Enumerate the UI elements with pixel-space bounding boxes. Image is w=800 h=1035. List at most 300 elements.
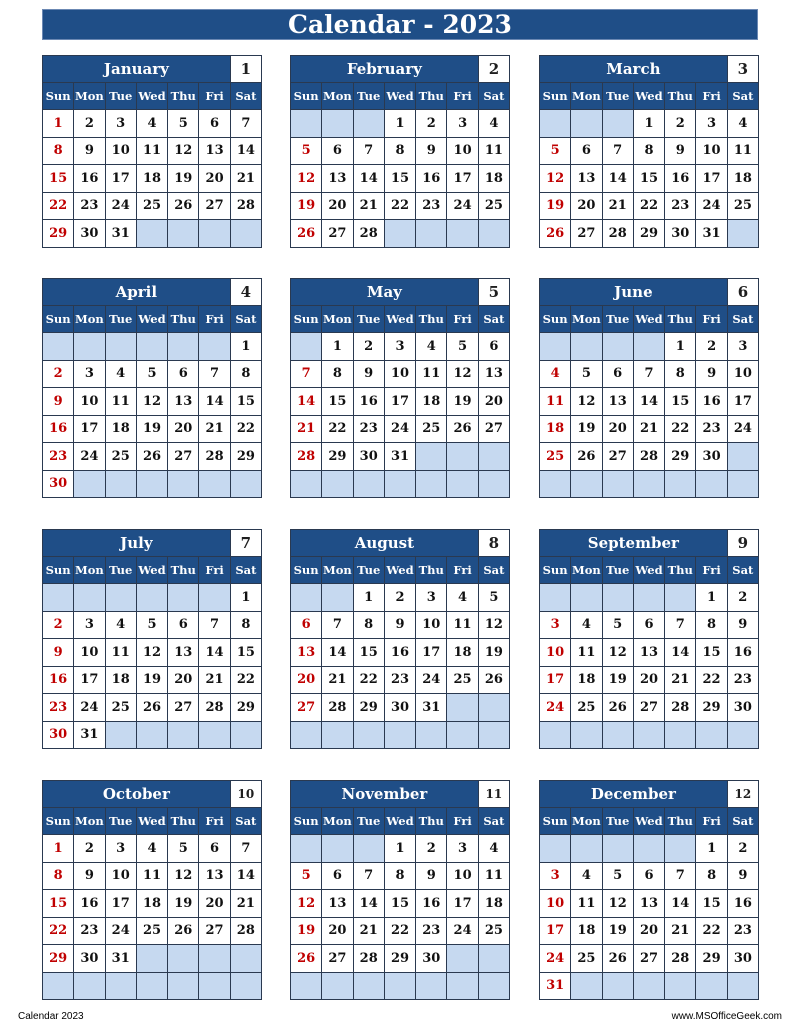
empty-day-cell	[199, 584, 230, 612]
month-calendar-february	[290, 55, 510, 248]
day-cell: 10	[105, 862, 136, 890]
empty-day-cell	[727, 972, 758, 1000]
empty-day-cell	[478, 694, 509, 722]
day-cell: 7	[230, 110, 261, 138]
empty-day-cell	[291, 584, 322, 612]
day-cell: 3	[416, 584, 447, 612]
day-cell: 31	[105, 220, 136, 248]
day-cell: 27	[322, 220, 353, 248]
weekday-header-wed: Wed	[384, 83, 415, 110]
empty-day-cell	[571, 972, 602, 1000]
day-cell: 23	[727, 666, 758, 694]
day-cell: 5	[571, 360, 602, 388]
day-cell: 16	[727, 890, 758, 918]
day-cell: 26	[168, 917, 199, 945]
day-cell: 15	[633, 165, 664, 193]
weekday-header-fri: Fri	[199, 808, 230, 835]
month-number: 5	[478, 279, 509, 306]
day-cell: 5	[168, 110, 199, 138]
day-cell: 19	[168, 165, 199, 193]
weekday-header-wed: Wed	[136, 557, 167, 584]
day-cell: 12	[602, 890, 633, 918]
day-cell: 13	[168, 639, 199, 667]
day-cell: 20	[322, 917, 353, 945]
empty-day-cell	[74, 584, 105, 612]
day-cell: 21	[230, 165, 261, 193]
empty-day-cell	[540, 470, 571, 498]
day-cell: 16	[384, 639, 415, 667]
weekday-header-thu: Thu	[168, 557, 199, 584]
day-cell: 5	[602, 611, 633, 639]
day-cell: 21	[665, 666, 696, 694]
weekday-header-tue: Tue	[602, 808, 633, 835]
weekday-header-mon: Mon	[571, 808, 602, 835]
day-cell: 30	[416, 945, 447, 973]
day-cell: 12	[136, 388, 167, 416]
day-cell: 1	[633, 110, 664, 138]
day-cell: 19	[136, 666, 167, 694]
day-cell: 5	[136, 360, 167, 388]
day-cell: 30	[665, 220, 696, 248]
empty-day-cell	[602, 470, 633, 498]
day-cell: 23	[416, 192, 447, 220]
day-cell: 14	[665, 639, 696, 667]
empty-day-cell	[105, 584, 136, 612]
day-cell: 29	[322, 443, 353, 471]
day-cell: 8	[696, 862, 727, 890]
day-cell: 1	[43, 835, 74, 863]
weekday-header-tue: Tue	[105, 83, 136, 110]
day-cell: 5	[602, 862, 633, 890]
day-cell: 8	[322, 360, 353, 388]
empty-day-cell	[168, 584, 199, 612]
day-cell: 12	[602, 639, 633, 667]
day-cell: 5	[291, 137, 322, 165]
day-cell: 19	[291, 917, 322, 945]
day-cell: 7	[602, 137, 633, 165]
empty-day-cell	[43, 972, 74, 1000]
empty-day-cell	[291, 835, 322, 863]
day-cell: 11	[416, 360, 447, 388]
day-cell: 7	[230, 835, 261, 863]
empty-day-cell	[633, 470, 664, 498]
day-cell: 9	[696, 360, 727, 388]
day-cell: 28	[230, 192, 261, 220]
day-cell: 17	[540, 666, 571, 694]
day-cell: 6	[199, 110, 230, 138]
day-cell: 10	[384, 360, 415, 388]
day-cell: 8	[665, 360, 696, 388]
empty-day-cell	[199, 945, 230, 973]
weekday-header-sun: Sun	[291, 83, 322, 110]
day-cell: 9	[43, 639, 74, 667]
day-cell: 23	[74, 192, 105, 220]
empty-day-cell	[322, 721, 353, 749]
day-cell: 5	[291, 862, 322, 890]
day-cell: 3	[74, 611, 105, 639]
weekday-header-thu: Thu	[416, 83, 447, 110]
day-cell: 21	[291, 415, 322, 443]
day-cell: 3	[540, 862, 571, 890]
day-cell: 25	[478, 192, 509, 220]
empty-day-cell	[447, 443, 478, 471]
day-cell: 25	[105, 443, 136, 471]
day-cell: 24	[727, 415, 758, 443]
day-cell: 20	[633, 917, 664, 945]
day-cell: 26	[447, 415, 478, 443]
day-cell: 20	[168, 415, 199, 443]
day-cell: 6	[571, 137, 602, 165]
day-cell: 12	[136, 639, 167, 667]
empty-day-cell	[416, 220, 447, 248]
day-cell: 20	[571, 192, 602, 220]
weekday-header-fri: Fri	[447, 808, 478, 835]
day-cell: 7	[322, 611, 353, 639]
day-cell: 30	[74, 220, 105, 248]
day-cell: 6	[322, 137, 353, 165]
day-cell: 23	[353, 415, 384, 443]
weekday-header-thu: Thu	[416, 306, 447, 333]
day-cell: 12	[291, 165, 322, 193]
day-cell: 28	[322, 694, 353, 722]
weekday-header-sat: Sat	[727, 808, 758, 835]
weekday-header-thu: Thu	[665, 557, 696, 584]
empty-day-cell	[322, 972, 353, 1000]
empty-day-cell	[136, 721, 167, 749]
day-cell: 5	[136, 611, 167, 639]
day-cell: 24	[384, 415, 415, 443]
day-cell: 18	[105, 415, 136, 443]
empty-day-cell	[322, 470, 353, 498]
empty-day-cell	[136, 470, 167, 498]
day-cell: 23	[416, 917, 447, 945]
day-cell: 22	[665, 415, 696, 443]
empty-day-cell	[665, 470, 696, 498]
day-cell: 14	[665, 890, 696, 918]
empty-day-cell	[602, 584, 633, 612]
weekday-header-sat: Sat	[230, 306, 261, 333]
day-cell: 9	[727, 862, 758, 890]
day-cell: 27	[199, 917, 230, 945]
day-cell: 12	[540, 165, 571, 193]
day-cell: 23	[74, 917, 105, 945]
empty-day-cell	[416, 972, 447, 1000]
empty-day-cell	[602, 333, 633, 361]
month-name: May	[291, 279, 479, 306]
day-cell: 28	[230, 917, 261, 945]
day-cell: 20	[478, 388, 509, 416]
day-cell: 16	[416, 165, 447, 193]
day-cell: 19	[602, 917, 633, 945]
day-cell: 28	[353, 220, 384, 248]
day-cell: 24	[416, 666, 447, 694]
day-cell: 17	[540, 917, 571, 945]
day-cell: 29	[230, 443, 261, 471]
day-cell: 4	[136, 110, 167, 138]
day-cell: 26	[602, 945, 633, 973]
empty-day-cell	[571, 110, 602, 138]
day-cell: 20	[199, 890, 230, 918]
day-cell: 10	[416, 611, 447, 639]
day-cell: 29	[43, 945, 74, 973]
empty-day-cell	[416, 443, 447, 471]
empty-day-cell	[478, 721, 509, 749]
empty-day-cell	[727, 443, 758, 471]
day-cell: 9	[727, 611, 758, 639]
empty-day-cell	[633, 584, 664, 612]
day-cell: 13	[291, 639, 322, 667]
day-cell: 13	[322, 890, 353, 918]
day-cell: 27	[478, 415, 509, 443]
day-cell: 30	[727, 694, 758, 722]
empty-day-cell	[478, 972, 509, 1000]
month-number: 11	[478, 781, 509, 808]
day-cell: 15	[230, 639, 261, 667]
weekday-header-mon: Mon	[322, 557, 353, 584]
day-cell: 10	[540, 890, 571, 918]
day-cell: 5	[478, 584, 509, 612]
day-cell: 30	[727, 945, 758, 973]
day-cell: 2	[74, 835, 105, 863]
month-number: 9	[727, 530, 758, 557]
day-cell: 29	[696, 945, 727, 973]
day-cell: 1	[230, 333, 261, 361]
day-cell: 25	[136, 192, 167, 220]
empty-day-cell	[230, 972, 261, 1000]
empty-day-cell	[168, 470, 199, 498]
day-cell: 22	[43, 917, 74, 945]
day-cell: 29	[43, 220, 74, 248]
empty-day-cell	[665, 584, 696, 612]
weekday-header-mon: Mon	[74, 83, 105, 110]
day-cell: 9	[74, 862, 105, 890]
day-cell: 26	[136, 694, 167, 722]
day-cell: 25	[416, 415, 447, 443]
day-cell: 7	[665, 611, 696, 639]
empty-day-cell	[602, 721, 633, 749]
weekday-header-thu: Thu	[168, 306, 199, 333]
day-cell: 14	[353, 890, 384, 918]
day-cell: 15	[43, 890, 74, 918]
day-cell: 7	[665, 862, 696, 890]
empty-day-cell	[633, 333, 664, 361]
day-cell: 3	[540, 611, 571, 639]
empty-day-cell	[447, 220, 478, 248]
day-cell: 4	[571, 611, 602, 639]
day-cell: 25	[136, 917, 167, 945]
day-cell: 1	[43, 110, 74, 138]
month-name: December	[540, 781, 728, 808]
month-calendar-june	[539, 278, 759, 498]
day-cell: 23	[696, 415, 727, 443]
day-cell: 2	[384, 584, 415, 612]
empty-day-cell	[230, 470, 261, 498]
empty-day-cell	[74, 470, 105, 498]
empty-day-cell	[447, 972, 478, 1000]
day-cell: 11	[136, 862, 167, 890]
month-name: June	[540, 279, 728, 306]
weekday-header-tue: Tue	[105, 808, 136, 835]
day-cell: 22	[696, 917, 727, 945]
day-cell: 17	[74, 666, 105, 694]
month-calendar-april	[42, 278, 262, 498]
day-cell: 3	[105, 110, 136, 138]
month-name: February	[291, 56, 479, 83]
weekday-header-sun: Sun	[43, 83, 74, 110]
day-cell: 28	[291, 443, 322, 471]
weekday-header-thu: Thu	[665, 808, 696, 835]
day-cell: 1	[322, 333, 353, 361]
day-cell: 26	[571, 443, 602, 471]
empty-day-cell	[478, 443, 509, 471]
empty-day-cell	[199, 220, 230, 248]
day-cell: 4	[105, 360, 136, 388]
day-cell: 10	[74, 388, 105, 416]
weekday-header-mon: Mon	[322, 306, 353, 333]
day-cell: 27	[168, 694, 199, 722]
weekday-header-mon: Mon	[322, 83, 353, 110]
day-cell: 20	[633, 666, 664, 694]
day-cell: 21	[602, 192, 633, 220]
empty-day-cell	[43, 333, 74, 361]
day-cell: 20	[199, 165, 230, 193]
weekday-header-fri: Fri	[696, 83, 727, 110]
day-cell: 2	[665, 110, 696, 138]
day-cell: 4	[136, 835, 167, 863]
day-cell: 11	[136, 137, 167, 165]
weekday-header-sun: Sun	[540, 83, 571, 110]
month-calendar-october	[42, 780, 262, 1000]
empty-day-cell	[727, 721, 758, 749]
weekday-header-sun: Sun	[540, 808, 571, 835]
day-cell: 14	[353, 165, 384, 193]
day-cell: 21	[199, 666, 230, 694]
day-cell: 9	[416, 137, 447, 165]
weekday-header-sun: Sun	[540, 306, 571, 333]
empty-day-cell	[633, 972, 664, 1000]
day-cell: 28	[602, 220, 633, 248]
empty-day-cell	[540, 584, 571, 612]
empty-day-cell	[105, 721, 136, 749]
empty-day-cell	[353, 470, 384, 498]
empty-day-cell	[136, 972, 167, 1000]
empty-day-cell	[230, 945, 261, 973]
day-cell: 18	[571, 666, 602, 694]
day-cell: 15	[353, 639, 384, 667]
day-cell: 6	[291, 611, 322, 639]
empty-day-cell	[478, 470, 509, 498]
weekday-header-sat: Sat	[727, 557, 758, 584]
empty-day-cell	[199, 721, 230, 749]
day-cell: 29	[696, 694, 727, 722]
day-cell: 3	[696, 110, 727, 138]
day-cell: 13	[478, 360, 509, 388]
day-cell: 1	[696, 835, 727, 863]
empty-day-cell	[727, 220, 758, 248]
month-name: September	[540, 530, 728, 557]
empty-day-cell	[540, 110, 571, 138]
weekday-header-tue: Tue	[353, 557, 384, 584]
day-cell: 17	[447, 165, 478, 193]
empty-day-cell	[199, 333, 230, 361]
day-cell: 18	[447, 639, 478, 667]
empty-day-cell	[136, 220, 167, 248]
weekday-header-mon: Mon	[74, 306, 105, 333]
day-cell: 17	[74, 415, 105, 443]
weekday-header-sun: Sun	[43, 808, 74, 835]
weekday-header-fri: Fri	[199, 306, 230, 333]
day-cell: 25	[447, 666, 478, 694]
empty-day-cell	[136, 333, 167, 361]
day-cell: 25	[571, 945, 602, 973]
day-cell: 24	[696, 192, 727, 220]
day-cell: 4	[416, 333, 447, 361]
empty-day-cell	[291, 721, 322, 749]
empty-day-cell	[353, 721, 384, 749]
empty-day-cell	[353, 835, 384, 863]
weekday-header-sun: Sun	[291, 557, 322, 584]
day-cell: 10	[105, 137, 136, 165]
empty-day-cell	[478, 945, 509, 973]
day-cell: 31	[74, 721, 105, 749]
day-cell: 5	[168, 835, 199, 863]
empty-day-cell	[384, 220, 415, 248]
weekday-header-wed: Wed	[633, 557, 664, 584]
month-name: August	[291, 530, 479, 557]
weekday-header-thu: Thu	[416, 557, 447, 584]
day-cell: 13	[633, 890, 664, 918]
day-cell: 30	[43, 470, 74, 498]
empty-day-cell	[665, 972, 696, 1000]
day-cell: 19	[291, 192, 322, 220]
weekday-header-mon: Mon	[74, 557, 105, 584]
day-cell: 15	[665, 388, 696, 416]
month-number: 1	[230, 56, 261, 83]
empty-day-cell	[447, 470, 478, 498]
empty-day-cell	[447, 694, 478, 722]
weekday-header-wed: Wed	[384, 306, 415, 333]
day-cell: 27	[602, 443, 633, 471]
day-cell: 18	[416, 388, 447, 416]
empty-day-cell	[105, 972, 136, 1000]
empty-day-cell	[168, 972, 199, 1000]
day-cell: 27	[571, 220, 602, 248]
weekday-header-sat: Sat	[478, 83, 509, 110]
day-cell: 2	[416, 835, 447, 863]
day-cell: 15	[384, 890, 415, 918]
empty-day-cell	[136, 584, 167, 612]
day-cell: 9	[665, 137, 696, 165]
day-cell: 22	[633, 192, 664, 220]
day-cell: 24	[447, 917, 478, 945]
day-cell: 3	[384, 333, 415, 361]
day-cell: 22	[384, 917, 415, 945]
day-cell: 12	[571, 388, 602, 416]
month-calendar-march	[539, 55, 759, 248]
empty-day-cell	[43, 584, 74, 612]
empty-day-cell	[478, 220, 509, 248]
day-cell: 8	[43, 862, 74, 890]
day-cell: 28	[665, 945, 696, 973]
page-title: Calendar - 2023	[42, 9, 758, 40]
day-cell: 21	[353, 192, 384, 220]
day-cell: 19	[168, 890, 199, 918]
month-calendar-july	[42, 529, 262, 749]
day-cell: 7	[353, 862, 384, 890]
day-cell: 18	[727, 165, 758, 193]
day-cell: 16	[43, 415, 74, 443]
weekday-header-wed: Wed	[136, 808, 167, 835]
